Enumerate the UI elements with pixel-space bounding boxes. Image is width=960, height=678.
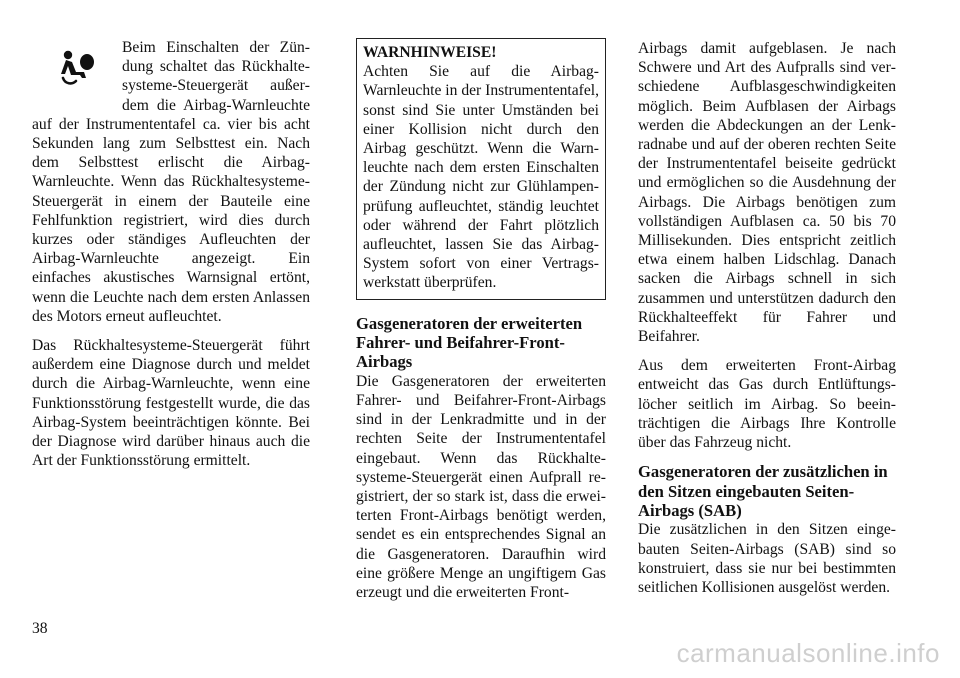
- warning-box: [356, 38, 606, 300]
- paragraph-inflation: Airbags damit aufgeblasen. Je nach Schwere und Art des Aufpralls sind verschiedene Aufblasgeschwindigkeiten möglich. Beim Aufblasen der Airbags werden die Abdeckungen an der Lenkradnabe und auf der oberen rechten Seite der Instrumententafel beiseite gedrückt und ermöglichen so die Ausdehnung der Airbags. Die Airbags benötigen zum vollständigen Aufblasen ca. 50 bis 70 Millisekunden. Dies entspricht zeitlich etwa einem halben Lidschlag. Danach sacken die Airbags schnell in sich zusammen und unterstützen dadurch den Rückhalteeffekt für Fahrer und Beifahrer.: [638, 40, 896, 346]
- paragraph-side-airbags: Die zusätzlichen in den Sitzen eingebauten Seiten-Airbags (SAB) sind so konstruiert, dass sie nur bei bestimmten seitlichen Kollisionen ausgelöst werden.: [638, 521, 896, 597]
- column-middle: [356, 38, 606, 612]
- page-number: 38: [32, 620, 48, 637]
- warning-text: Achten Sie auf die Airbag-Warnleuchte in der Instrumententafel, sonst sind Sie unter Umständen bei einer Kollision nicht durch den Airbag geschützt. Wenn die Warnleuchte nach dem ersten Einschalten der Zündung nicht zur Glühlampenprüfung aufleuchtet, ständig leuchtet oder während der Fahrt plötzlich aufleuchtet, lassen Sie das Airbag-System sofort von einer Vertragswerkstatt überprüfen.: [363, 63, 600, 292]
- paragraph-diagnosis: Das Rückhaltesysteme-Steuergerät führt außerdem eine Diagnose durch und meldet durch die Airbag-Warnleuchte, wenn eine Funktionsstörung festgestellt wurde, die das Airbag-System beeinträchtigen könnte. Bei der Diagnose wird darüber hinaus auch die Art der Funktionsstörung ermittelt.: [32, 337, 310, 470]
- section-heading-front-airbags: Gasgeneratoren der erweiterten Fahrer- und Beifahrer-Front-Airbags: [356, 313, 583, 372]
- paragraph-airbag-selftest: [32, 38, 310, 326]
- watermark: carmanualsonline.info: [676, 638, 940, 668]
- paragraph-front-airbag-generators: Die Gasgeneratoren der erweiterten Fahrer- und Beifahrer-Front-Airbags sind in der Lenkradmitte und in der rechten Seite der Instrumententafel eingebaut. Wenn das Rückhaltesysteme-Steuergerät einen Aufprall registriert, der so stark ist, dass die erweiterten Front-Airbags benötigt werden, sendet es ein entsprechendes Signal an die Gasgeneratoren. Daraufhin wird eine größere Menge an ungiftigem Gas erzeugt und die erweiterten Front-: [356, 372, 606, 602]
- airbag-warning-icon: [32, 38, 122, 98]
- column-left: [32, 38, 310, 480]
- airbag-warning-icon-graphic: [57, 48, 97, 88]
- paragraph-venting: Aus dem erweiterten Front-Airbag entweicht das Gas durch Entlüftungslöcher seitlich im Airbag. So beeinträchtigen die Airbags Ihre Kontrolle über das Fahrzeug nicht.: [638, 357, 896, 452]
- column-right: [638, 39, 896, 607]
- section-heading-side-airbags: Gasgeneratoren der zusätzlichen in den Sitzen eingebauten Seiten-Airbags (SAB): [638, 462, 888, 521]
- warning-title: WARNHINWEISE!: [363, 44, 497, 61]
- paragraph-text: Beim Einschalten der Zündung schaltet das Rückhaltesysteme-Steuergerät außerdem die Airbag-Warnleuchte auf der Instrumententafel ca. vier bis acht Sekunden lang zum Selbsttest ein. Nach dem Selbsttest erlischt die Airbag-Warnleuchte. Wenn das Rückhaltesysteme-Steuergerät in einem der Bauteile eine Fehlfunktion registriert, wird dies durch kurzes oder ständiges Aufleuchten der Airbag-Warnleuchte angezeigt. Ein einfaches akustisches Warnsignal ertönt, wenn die Leuchte nach dem ersten Anlassen des Motors erneut aufleuchtet.: [32, 39, 310, 325]
